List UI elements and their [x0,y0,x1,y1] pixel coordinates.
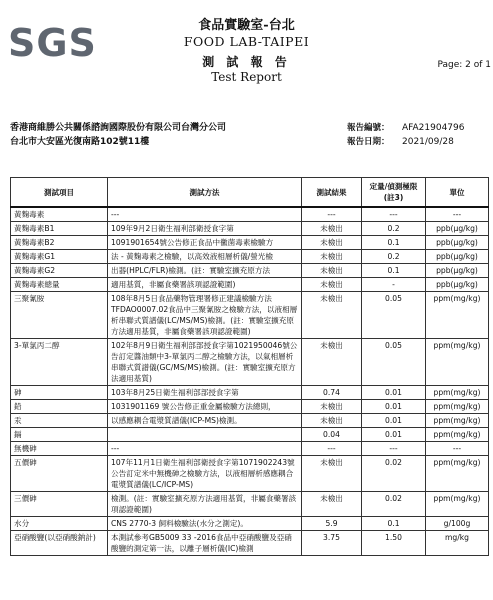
cell-limit: 0.01 [362,400,426,414]
cell-method: 出器(HPLC/FLR)檢測。(註：實驗室擴充原方法 [108,264,302,278]
cell-result: 未檢出 [302,264,362,278]
cell-result: 未檢出 [302,236,362,250]
cell-unit: g/100g [426,517,489,531]
table-row [11,428,489,442]
table-row [11,531,489,556]
results-table [10,177,489,556]
cell-method: 109年9月2日衛生福利部衛授食字第 [108,222,302,236]
cell-item: 亞硝酸鹽(以亞硝酸鈉計) [11,531,108,556]
cell-item: 黃麴毒素B1 [11,222,108,236]
cell-method: --- [108,442,302,456]
client-block [10,121,226,149]
cell-result: 未檢出 [302,456,362,492]
lab-title-zh: 食品實驗室-台北 [198,18,295,33]
cell-unit: mg/kg [426,531,489,556]
cell-limit: 0.01 [362,386,426,400]
cell-result: 3.75 [302,531,362,556]
cell-item: 黃麴毒素G2 [11,264,108,278]
cell-method: 本測試參考GB5009 33 -2016食品中亞硝酸鹽及亞硝酸鹽的測定第一法，以離子層析儀(IC)檢測 [108,531,302,556]
report-number-label: 報告編號： [347,123,390,133]
table-row [11,264,489,278]
cell-item: 黃麴毒素 [11,207,108,222]
cell-method: 108年8月5日食品藥物管理署修正建議檢驗方法TFDAO0007.02食品中三聚氰胺之檢驗方法，以液相層析串聯式質譜儀(LC/MS/MS)檢測。(註：實驗室擴充原方法適用基質，非屬食藥署該項認證範圍) [108,292,302,339]
report-number-line [347,121,464,135]
table-row [11,400,489,414]
cell-method: 檢測。(註：實驗室擴充原方法適用基質，非屬食藥署該項認證範圍) [108,492,302,517]
client-name: 香港商維勝公共關係諮詢國際股份有限公司台灣分公司 [10,123,227,133]
cell-result: 未檢出 [302,250,362,264]
cell-limit: --- [362,442,426,456]
cell-result: 未檢出 [302,278,362,292]
cell-item: 黃麴毒素G1 [11,250,108,264]
table-header-row [11,178,489,208]
cell-method: --- [108,207,302,222]
table-row [11,456,489,492]
cell-result: 0.04 [302,428,362,442]
cell-unit: ppm(mg/kg) [426,339,489,386]
cell-limit: 0.1 [362,517,426,531]
cell-method: 適用基質，非屬食藥署該項認證範圍) [108,278,302,292]
cell-limit: - [362,278,426,292]
cell-item: 黃麴毒素B2 [11,236,108,250]
cell-item: 三價砷 [11,492,108,517]
header-unit: 單位 [426,178,489,208]
cell-limit: 0.01 [362,428,426,442]
cell-unit: ppm(mg/kg) [426,428,489,442]
report-title-en: Test Report [211,70,282,84]
client-address: 台北市大安區光復南路102號11樓 [10,137,150,147]
sgs-logo: SGS [8,21,97,65]
header-test-item: 測試項目 [11,178,108,208]
header-result: 測試結果 [302,178,362,208]
table-row [11,278,489,292]
cell-result: 未檢出 [302,339,362,386]
cell-limit: --- [362,207,426,222]
cell-result: --- [302,207,362,222]
cell-result: 未檢出 [302,414,362,428]
cell-limit: 0.2 [362,222,426,236]
cell-unit: --- [426,442,489,456]
table-row [11,222,489,236]
header-limit: 定量/偵測極限(註3) [362,178,426,208]
cell-item: 水分 [11,517,108,531]
table-row [11,207,489,222]
cell-unit: ppb(μg/kg) [426,250,489,264]
cell-limit: 1.50 [362,531,426,556]
cell-method: CNS 2770-3 飼料檢驗法(水分之測定)。 [108,517,302,531]
report-meta [347,121,464,149]
report-date: 2021/09/28 [402,137,454,147]
cell-limit: 0.2 [362,250,426,264]
lab-title-en: FOOD LAB-TAIPEI [183,34,310,49]
cell-unit: ppm(mg/kg) [426,400,489,414]
cell-unit: --- [426,207,489,222]
table-row [11,250,489,264]
cell-result: --- [302,442,362,456]
cell-unit: ppm(mg/kg) [426,456,489,492]
table-row [11,339,489,386]
cell-limit: 0.01 [362,414,426,428]
cell-method: 102年8月9日衛生福利部部授食字第1021950046號公告訂定醬油類中3-單氯丙二醇之檢驗方法，以氣相層析串聯式質譜儀(GC/MS/MS)檢測。(註：實驗室擴充原方法適用基質) [108,339,302,386]
cell-method: 103年8月25日衛生福利部部授食字第 [108,386,302,400]
table-row [11,492,489,517]
table-row [11,386,489,400]
cell-method: 107年11月1日衛生福利部衛授食字第1071902243號公告訂定米中無機砷之檢驗方法，以液相層析感應耦合電漿質譜儀(LC/ICP-MS) [108,456,302,492]
cell-result: 未檢出 [302,292,362,339]
cell-unit: ppm(mg/kg) [426,414,489,428]
cell-method: 1091901654號公告修正食品中黴菌毒素檢驗方 [108,236,302,250]
cell-unit: ppm(mg/kg) [426,292,489,339]
table-row [11,442,489,456]
cell-limit: 0.02 [362,492,426,517]
report-title-zh: 測 試 報 告 [202,55,291,69]
page-number: Page: 2 of 1 [437,60,491,70]
table-row [11,236,489,250]
cell-unit: ppb(μg/kg) [426,222,489,236]
cell-unit: ppm(mg/kg) [426,492,489,517]
table-row [11,517,489,531]
table-row [11,414,489,428]
cell-item: 汞 [11,414,108,428]
cell-limit: 0.02 [362,456,426,492]
cell-limit: 0.05 [362,292,426,339]
table-row [11,292,489,339]
cell-method [108,428,302,442]
cell-limit: 0.1 [362,236,426,250]
cell-item: 黃麴毒素總量 [11,278,108,292]
cell-unit: ppb(μg/kg) [426,236,489,250]
cell-result: 0.74 [302,386,362,400]
cell-method: 法 - 黃麴毒素之檢驗，以高效液相層析儀/螢光檢 [108,250,302,264]
report-number: AFA21904796 [402,123,465,133]
cell-item: 鉛 [11,400,108,414]
cell-item: 五價砷 [11,456,108,492]
cell-item: 鎘 [11,428,108,442]
cell-result: 未檢出 [302,400,362,414]
cell-method: 1031901169 號公告修正重金屬檢驗方法總則， [108,400,302,414]
report-date-label: 報告日期： [347,137,390,147]
cell-unit: ppb(μg/kg) [426,264,489,278]
cell-item: 砷 [11,386,108,400]
cell-result: 5.9 [302,517,362,531]
cell-result: 未檢出 [302,222,362,236]
cell-unit: ppm(mg/kg) [426,386,489,400]
report-date-line [347,135,464,149]
cell-item: 3-單氯丙二醇 [11,339,108,386]
cell-unit: ppb(μg/kg) [426,278,489,292]
cell-item: 無機砷 [11,442,108,456]
cell-limit: 0.05 [362,339,426,386]
cell-item: 三聚氰胺 [11,292,108,339]
cell-limit: 0.1 [362,264,426,278]
header-test-method: 測試方法 [108,178,302,208]
cell-result: 未檢出 [302,492,362,517]
cell-method: 以感應耦合電漿質譜儀(ICP-MS)檢測。 [108,414,302,428]
